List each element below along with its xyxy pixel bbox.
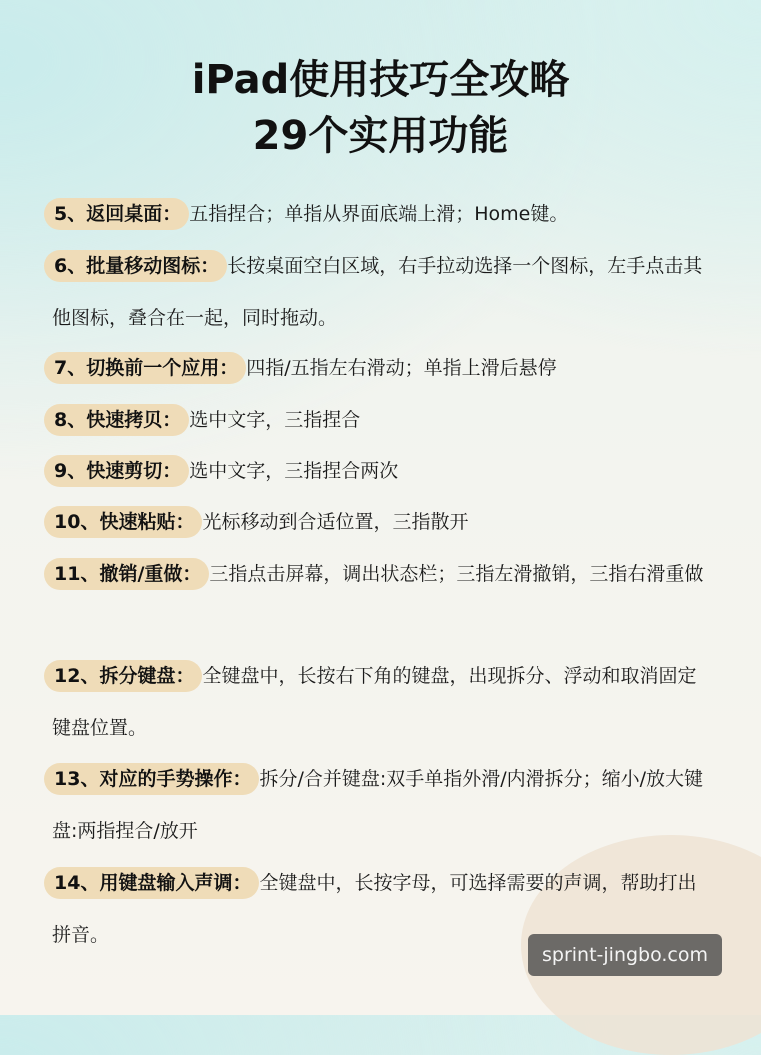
tip-text: 五指捏合；单指从界面底端上滑；Home键。	[189, 203, 569, 225]
tip-label: 13、对应的手势操作：	[44, 763, 259, 795]
tip-item-8	[52, 394, 712, 446]
tip-label: 11、撤销/重做：	[44, 558, 209, 590]
watermark: sprint-jingbo.com	[528, 934, 722, 976]
tip-label: 7、切换前一个应用：	[44, 352, 246, 384]
tip-text: 长按桌面空白区域，右手拉动选择一个图标，左手点击其他图标，叠合在一起，同时拖动。	[52, 255, 703, 329]
tip-text: 全键盘中，长按字母，可选择需要的声调，帮助打出拼音。	[52, 872, 697, 946]
tip-item-10	[52, 496, 712, 548]
tip-label: 14、用键盘输入声调：	[44, 867, 259, 899]
tip-label: 12、拆分键盘：	[44, 660, 202, 692]
tip-item-5	[52, 188, 712, 240]
tip-text: 拆分/合并键盘:双手单指外滑/内滑拆分；缩小/放大键盘:两指捏合/放开	[52, 768, 704, 842]
title-line-1: iPad使用技巧全攻略	[191, 57, 570, 103]
tip-item-7	[52, 342, 712, 394]
tip-label: 9、快速剪切：	[44, 455, 189, 487]
tip-item-11	[52, 548, 712, 600]
tip-text: 选中文字，三指捏合	[189, 409, 361, 431]
tip-label: 8、快速拷贝：	[44, 404, 189, 436]
page-title	[0, 52, 761, 164]
tip-item-13	[52, 753, 712, 857]
tip-text: 全键盘中，长按右下角的键盘，出现拆分、浮动和取消固定键盘位置。	[52, 665, 697, 739]
tip-text: 三指点击屏幕，调出状态栏；三指左滑撤销，三指右滑重做	[209, 563, 704, 585]
tip-item-9	[52, 445, 712, 497]
tip-label: 5、返回桌面：	[44, 198, 189, 230]
tip-item-12	[52, 650, 712, 754]
tip-item-6	[52, 240, 712, 344]
tip-text: 四指/五指左右滑动；单指上滑后悬停	[246, 357, 557, 379]
tip-text: 光标移动到合适位置，三指散开	[202, 511, 469, 533]
tip-label: 10、快速粘贴：	[44, 506, 202, 538]
tip-label: 6、批量移动图标：	[44, 250, 227, 282]
title-line-2: 29个实用功能	[252, 113, 509, 159]
tip-text: 选中文字，三指捏合两次	[189, 460, 399, 482]
